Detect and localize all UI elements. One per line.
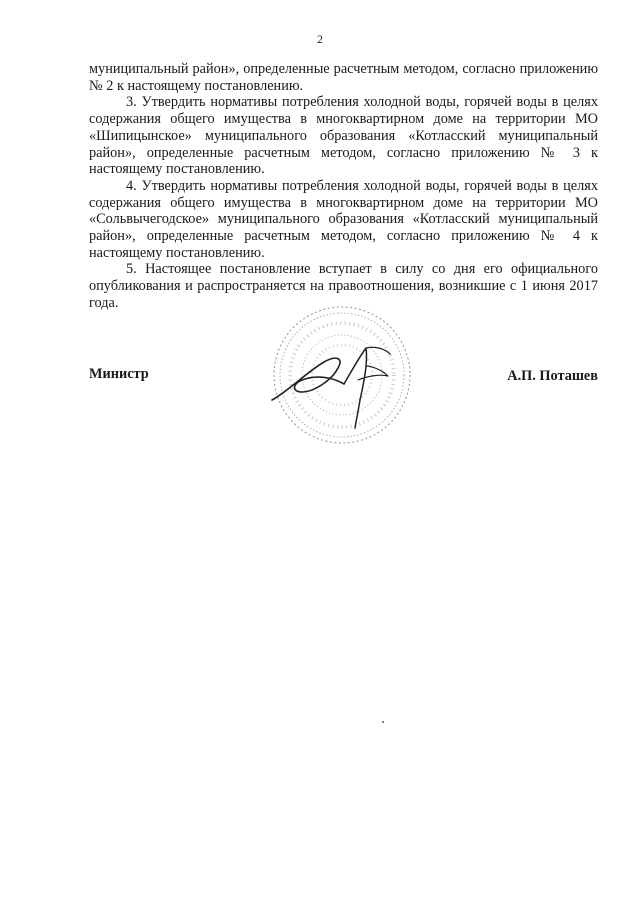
paragraph-4: 4. Утвердить нормативы потребления холодной воды, горячей воды в целях содержания общего имущества в многоквартирном доме на территории МО «Сольвычегодское» муниципального образования «Котласский муниципальный район», определенные расчетным методом, согласно приложению № 4 к настоящему постановлению. [89,177,598,261]
signatory-title: Министр [89,366,149,382]
scan-speck [382,721,384,723]
document-body [89,61,598,312]
paragraph-5: 5. Настоящее постановление вступает в силу со дня его официального опубликования и распространяется на правоотношения, возникшие с 1 июня 2017 года. [89,261,598,311]
signatory-name: А.П. Поташев [507,368,598,384]
paragraph-2-continuation: муниципальный район», определенные расчетным методом, согласно приложению № 2 к настоящему постановлению. [89,61,598,94]
signature-block [89,366,598,390]
page-number: 2 [317,32,323,46]
paragraph-3: 3. Утвердить нормативы потребления холодной воды, горячей воды в целях содержания общего имущества в многоквартирном доме на территории МО «Шипицынское» муниципального образования «Котласский муниципальный район», определенные расчетным методом, согласно приложению № 3 к настоящему постановлению. [89,94,598,178]
